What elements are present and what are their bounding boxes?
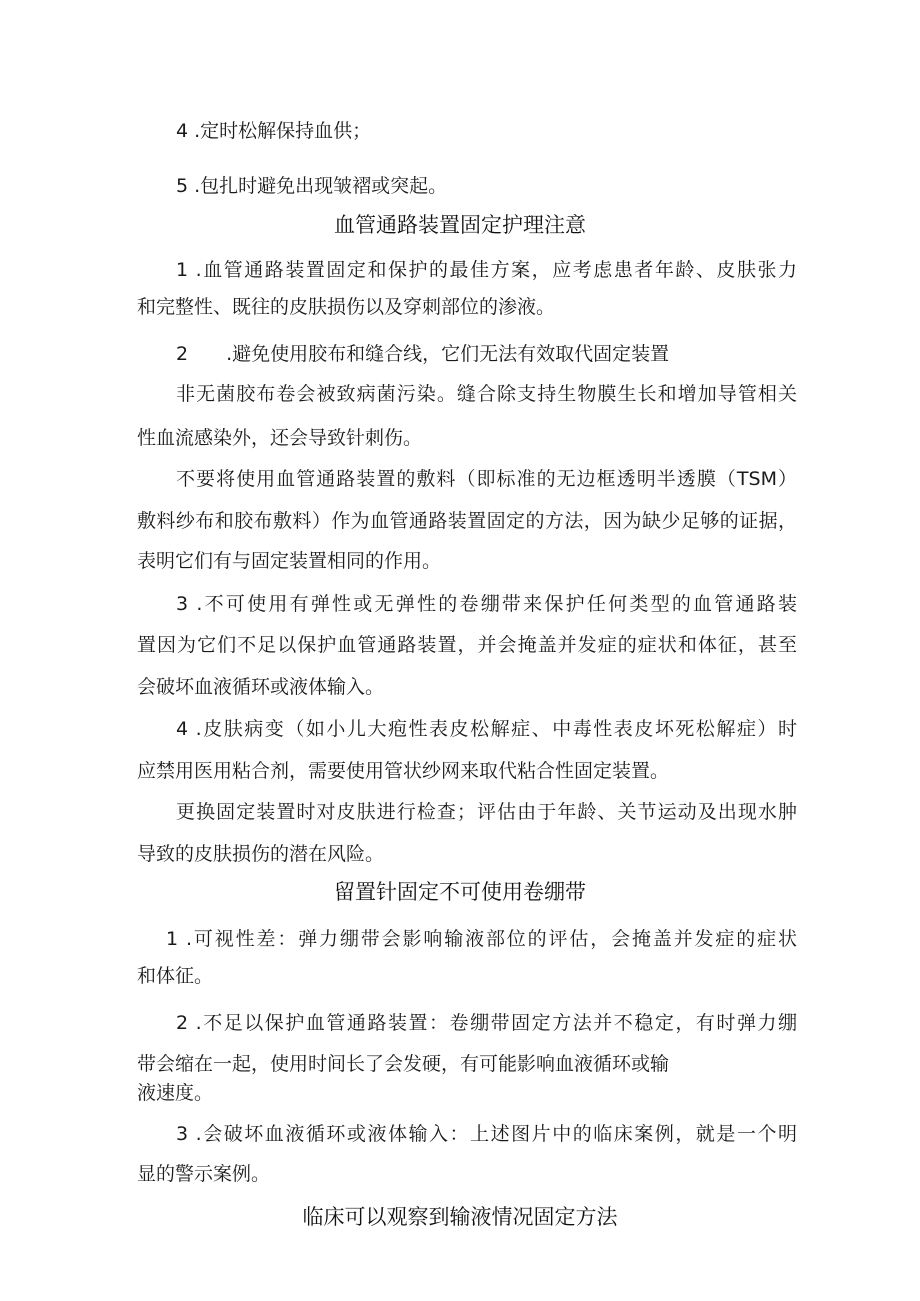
paragraph-line: 导致的皮肤损伤的潜在风险。	[137, 843, 385, 865]
paragraph-line: 会破坏血液循环或液体输入。	[137, 676, 385, 698]
paragraph-line: 应禁用医用粘合剂，需要使用管状纱网来取代粘合性固定装置。	[137, 760, 670, 782]
paragraph-line: 置因为它们不足以保护血管通路装置，并会掩盖并发症的症状和体征，甚至	[137, 634, 797, 656]
paragraph-line: 性血流感染外，还会导致针刺伤。	[137, 427, 423, 449]
section-title: 血管通路装置固定护理注意	[334, 213, 586, 237]
paragraph-line: 更换固定装置时对皮肤进行检查；评估由于年龄、关节运动及出现水肿	[176, 801, 797, 823]
paragraph-line: 液速度。	[137, 1082, 214, 1104]
list-item: 4 .定时松解保持血供；	[176, 120, 372, 142]
paragraph-line: 敷料纱布和胶布敷料）作为血管通路装置固定的方法，因为缺少足够的证据，	[137, 510, 797, 532]
paragraph-line: 3 .不可使用有弹性或无弹性的卷绷带来保护任何类型的血管通路装	[176, 593, 797, 615]
paragraph-line: 3 .会破坏血液循环或液体输入：上述图片中的临床案例，就是一个明	[176, 1123, 797, 1145]
paragraph-line: 表明它们有与固定装置相同的作用。	[137, 550, 442, 572]
paragraph-line: 2 .不足以保护血管通路装置：卷绷带固定方法并不稳定，有时弹力绷	[176, 1012, 797, 1034]
section-title: 临床可以观察到输液情况固定方法	[302, 1205, 618, 1229]
paragraph-line: 1 .可视性差：弹力绷带会影响输液部位的评估，会掩盖并发症的症状	[166, 928, 797, 950]
paragraph-line: 带会缩在一起，使用时间长了会发硬，有可能影响血液循环或输	[137, 1053, 670, 1075]
section-title: 留置针固定不可使用卷绷带	[334, 880, 586, 904]
paragraph-line: 非无菌胶布卷会被致病菌污染。缝合除支持生物膜生长和增加导管相关	[176, 383, 797, 405]
paragraph-line: 不要将使用血管通路装置的敷料（即标准的无边框透明半透膜（TSM）	[176, 468, 797, 490]
paragraph-line: 和体征。	[137, 965, 214, 987]
paragraph-line: 1 .血管通路装置固定和保护的最佳方案，应考虑患者年龄、皮肤张力	[176, 259, 797, 281]
list-item: 5 .包扎时避免出现皱褶或突起。	[176, 175, 448, 197]
paragraph-line: 和完整性、既往的皮肤损伤以及穿刺部位的渗液。	[137, 296, 556, 318]
paragraph-line: 显的警示案例。	[137, 1163, 271, 1185]
paragraph-line: 2 .避免使用胶布和缝合线，它们无法有效取代固定装置	[176, 343, 670, 365]
paragraph-line: 4 .皮肤病变（如小儿大疱性表皮松解症、中毒性表皮坏死松解症）时	[176, 718, 797, 740]
